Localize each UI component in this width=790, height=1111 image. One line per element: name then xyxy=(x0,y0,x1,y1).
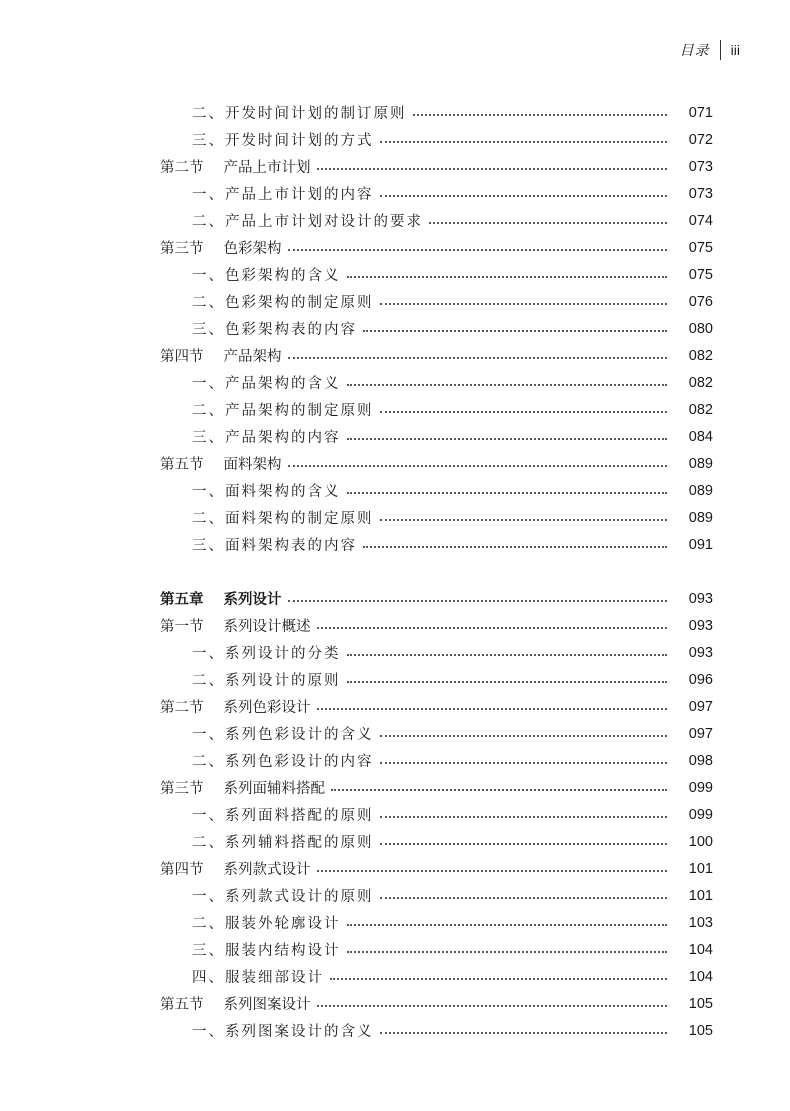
toc-page-number: 093 xyxy=(688,644,713,661)
toc-page-number: 099 xyxy=(688,779,713,796)
toc-page-number: 091 xyxy=(688,536,713,553)
dot-leader xyxy=(347,653,668,656)
toc-item-entry[interactable] xyxy=(0,477,790,504)
dot-leader xyxy=(317,869,668,872)
toc-page-number: 082 xyxy=(688,374,713,391)
toc-entry-label: 一、系列款式设计的原则 xyxy=(192,889,374,905)
dot-leader xyxy=(380,302,668,305)
toc-section-entry[interactable] xyxy=(0,855,790,882)
toc-entry-label: 三、色彩架构表的内容 xyxy=(192,322,357,338)
toc-item-entry[interactable] xyxy=(0,423,790,450)
toc-item-entry[interactable] xyxy=(0,828,790,855)
toc-item-entry[interactable] xyxy=(0,207,790,234)
toc-entry-label: 第二节 xyxy=(160,160,204,176)
toc-entry-label: 第四节 xyxy=(160,862,204,878)
toc-page-number: 096 xyxy=(688,671,713,688)
dot-leader xyxy=(380,194,668,197)
toc-page-number: 082 xyxy=(688,401,713,418)
toc-entry-label: 四、服装细部设计 xyxy=(192,970,324,986)
toc-item-entry[interactable] xyxy=(0,963,790,990)
dot-leader xyxy=(363,329,667,332)
toc-entry-label: 第三节 xyxy=(160,781,204,797)
toc-page-number: 073 xyxy=(688,185,713,202)
toc-item-entry[interactable] xyxy=(0,882,790,909)
toc-entry-title: 系列款式设计 xyxy=(223,862,311,878)
dot-leader xyxy=(288,248,668,251)
toc-entry-label: 二、服装外轮廓设计 xyxy=(192,916,341,932)
dot-leader xyxy=(380,815,668,818)
toc-entry-label: 一、系列面料搭配的原则 xyxy=(192,808,374,824)
toc-page-number: 103 xyxy=(688,914,713,931)
toc-entry-label: 第一节 xyxy=(160,619,204,635)
toc-item-entry[interactable] xyxy=(0,720,790,747)
toc-page-number: 075 xyxy=(688,239,713,256)
dot-leader xyxy=(380,842,668,845)
toc-section-entry[interactable] xyxy=(0,612,790,639)
dot-leader xyxy=(347,383,668,386)
toc-page-number: 073 xyxy=(688,158,713,175)
toc-entry-label: 一、面料架构的含义 xyxy=(192,484,341,500)
toc-entry-label: 二、产品上市计划对设计的要求 xyxy=(192,214,423,230)
toc-page-number: 089 xyxy=(688,482,713,499)
toc-page-number: 080 xyxy=(688,320,713,337)
toc-entry-label: 三、产品架构的内容 xyxy=(192,430,341,446)
toc-item-entry[interactable] xyxy=(0,801,790,828)
toc-entry-label: 三、服装内结构设计 xyxy=(192,943,341,959)
toc-page-number: 097 xyxy=(688,698,713,715)
toc-page-number: 104 xyxy=(688,968,713,985)
page-header xyxy=(680,40,740,60)
toc-page-number: 098 xyxy=(688,752,713,769)
toc-page-number: 089 xyxy=(688,455,713,472)
dot-leader xyxy=(347,680,668,683)
toc-page-number: 099 xyxy=(688,806,713,823)
toc-item-entry[interactable] xyxy=(0,639,790,666)
toc-entry-title: 面料架构 xyxy=(223,457,282,473)
dot-leader xyxy=(380,1031,668,1034)
toc-entry-label: 二、产品架构的制定原则 xyxy=(192,403,374,419)
toc-page-number: 082 xyxy=(688,347,713,364)
toc-section-entry[interactable] xyxy=(0,342,790,369)
toc-entry-label: 一、产品上市计划的内容 xyxy=(192,187,374,203)
dot-leader xyxy=(347,923,668,926)
toc-section-entry[interactable] xyxy=(0,774,790,801)
dot-leader xyxy=(317,1004,668,1007)
toc-page-number: 072 xyxy=(688,131,713,148)
toc-entry-label: 一、色彩架构的含义 xyxy=(192,268,341,284)
dot-leader xyxy=(380,734,668,737)
dot-leader xyxy=(347,491,668,494)
dot-leader xyxy=(380,896,668,899)
toc-entry-label: 第五节 xyxy=(160,997,204,1013)
dot-leader xyxy=(413,113,668,116)
dot-leader xyxy=(288,599,668,602)
table-of-contents xyxy=(0,99,790,1044)
toc-item-entry[interactable] xyxy=(0,747,790,774)
toc-chapter-entry[interactable] xyxy=(0,585,790,612)
toc-entry-label: 二、色彩架构的制定原则 xyxy=(192,295,374,311)
toc-page-number: 101 xyxy=(688,860,713,877)
toc-entry-label: 第三节 xyxy=(160,241,204,257)
toc-item-entry[interactable] xyxy=(0,369,790,396)
dot-leader xyxy=(331,788,667,791)
toc-entry-label: 一、系列图案设计的含义 xyxy=(192,1024,374,1040)
toc-entry-title: 系列色彩设计 xyxy=(223,700,311,716)
dot-leader xyxy=(380,140,668,143)
toc-entry-label: 第二节 xyxy=(160,700,204,716)
dot-leader xyxy=(380,761,668,764)
dot-leader xyxy=(347,275,668,278)
toc-item-entry[interactable] xyxy=(0,936,790,963)
dot-leader xyxy=(347,437,668,440)
dot-leader xyxy=(288,464,668,467)
toc-entry-title: 产品上市计划 xyxy=(223,160,311,176)
toc-page-number: 076 xyxy=(688,293,713,310)
toc-item-entry[interactable] xyxy=(0,666,790,693)
toc-section-entry[interactable] xyxy=(0,990,790,1017)
toc-entry-label: 二、开发时间计划的制订原则 xyxy=(192,106,407,122)
toc-page-number: 084 xyxy=(688,428,713,445)
toc-entry-label: 第四节 xyxy=(160,349,204,365)
toc-item-entry[interactable] xyxy=(0,531,790,558)
page-number: iii xyxy=(730,42,740,58)
dot-leader xyxy=(347,950,668,953)
toc-item-entry[interactable] xyxy=(0,180,790,207)
toc-entry-title: 系列设计概述 xyxy=(223,619,311,635)
running-title: 目录 xyxy=(679,43,710,59)
toc-item-entry[interactable] xyxy=(0,504,790,531)
toc-page-number: 089 xyxy=(688,509,713,526)
toc-page-number: 104 xyxy=(688,941,713,958)
toc-item-entry[interactable] xyxy=(0,1017,790,1044)
toc-entry-label: 一、系列色彩设计的含义 xyxy=(192,727,374,743)
toc-entry-label: 三、面料架构表的内容 xyxy=(192,538,357,554)
toc-entry-label: 第五章 xyxy=(160,591,204,608)
dot-leader xyxy=(330,977,667,980)
toc-entry-label: 第五节 xyxy=(160,457,204,473)
toc-entry-label: 二、系列色彩设计的内容 xyxy=(192,754,374,770)
toc-section-entry[interactable] xyxy=(0,450,790,477)
toc-page-number: 093 xyxy=(688,590,713,607)
dot-leader xyxy=(317,167,668,170)
toc-page-number: 100 xyxy=(688,833,713,850)
toc-page-number: 075 xyxy=(688,266,713,283)
toc-page-number: 074 xyxy=(688,212,713,229)
toc-page-number: 101 xyxy=(688,887,713,904)
toc-entry-title: 系列图案设计 xyxy=(223,997,311,1013)
dot-leader xyxy=(380,410,668,413)
dot-leader xyxy=(429,221,667,224)
toc-item-entry[interactable] xyxy=(0,288,790,315)
toc-item-entry[interactable] xyxy=(0,396,790,423)
dot-leader xyxy=(380,518,668,521)
toc-page-number: 105 xyxy=(688,995,713,1012)
toc-entry-label: 三、开发时间计划的方式 xyxy=(192,133,374,149)
toc-page-number: 071 xyxy=(688,104,713,121)
toc-section-entry[interactable] xyxy=(0,693,790,720)
dot-leader xyxy=(317,626,668,629)
dot-leader xyxy=(363,545,667,548)
toc-entry-label: 一、系列设计的分类 xyxy=(192,646,341,662)
dot-leader xyxy=(288,356,668,359)
toc-item-entry[interactable] xyxy=(0,99,790,126)
header-divider xyxy=(720,40,721,60)
toc-entry-label: 二、系列设计的原则 xyxy=(192,673,341,689)
toc-page-number: 105 xyxy=(688,1022,713,1039)
toc-entry-title: 系列设计 xyxy=(223,591,282,608)
toc-item-entry[interactable] xyxy=(0,126,790,153)
toc-entry-label: 一、产品架构的含义 xyxy=(192,376,341,392)
toc-item-entry[interactable] xyxy=(0,315,790,342)
toc-item-entry[interactable] xyxy=(0,909,790,936)
dot-leader xyxy=(317,707,668,710)
toc-item-entry[interactable] xyxy=(0,261,790,288)
toc-page-number: 093 xyxy=(688,617,713,634)
toc-entry-title: 色彩架构 xyxy=(223,241,282,257)
toc-entry-label: 二、系列辅料搭配的原则 xyxy=(192,835,374,851)
toc-page-number: 097 xyxy=(688,725,713,742)
toc-entry-title: 系列面辅料搭配 xyxy=(223,781,325,797)
toc-section-entry[interactable] xyxy=(0,234,790,261)
toc-entry-label: 二、面料架构的制定原则 xyxy=(192,511,374,527)
toc-entry-title: 产品架构 xyxy=(223,349,282,365)
toc-section-entry[interactable] xyxy=(0,153,790,180)
